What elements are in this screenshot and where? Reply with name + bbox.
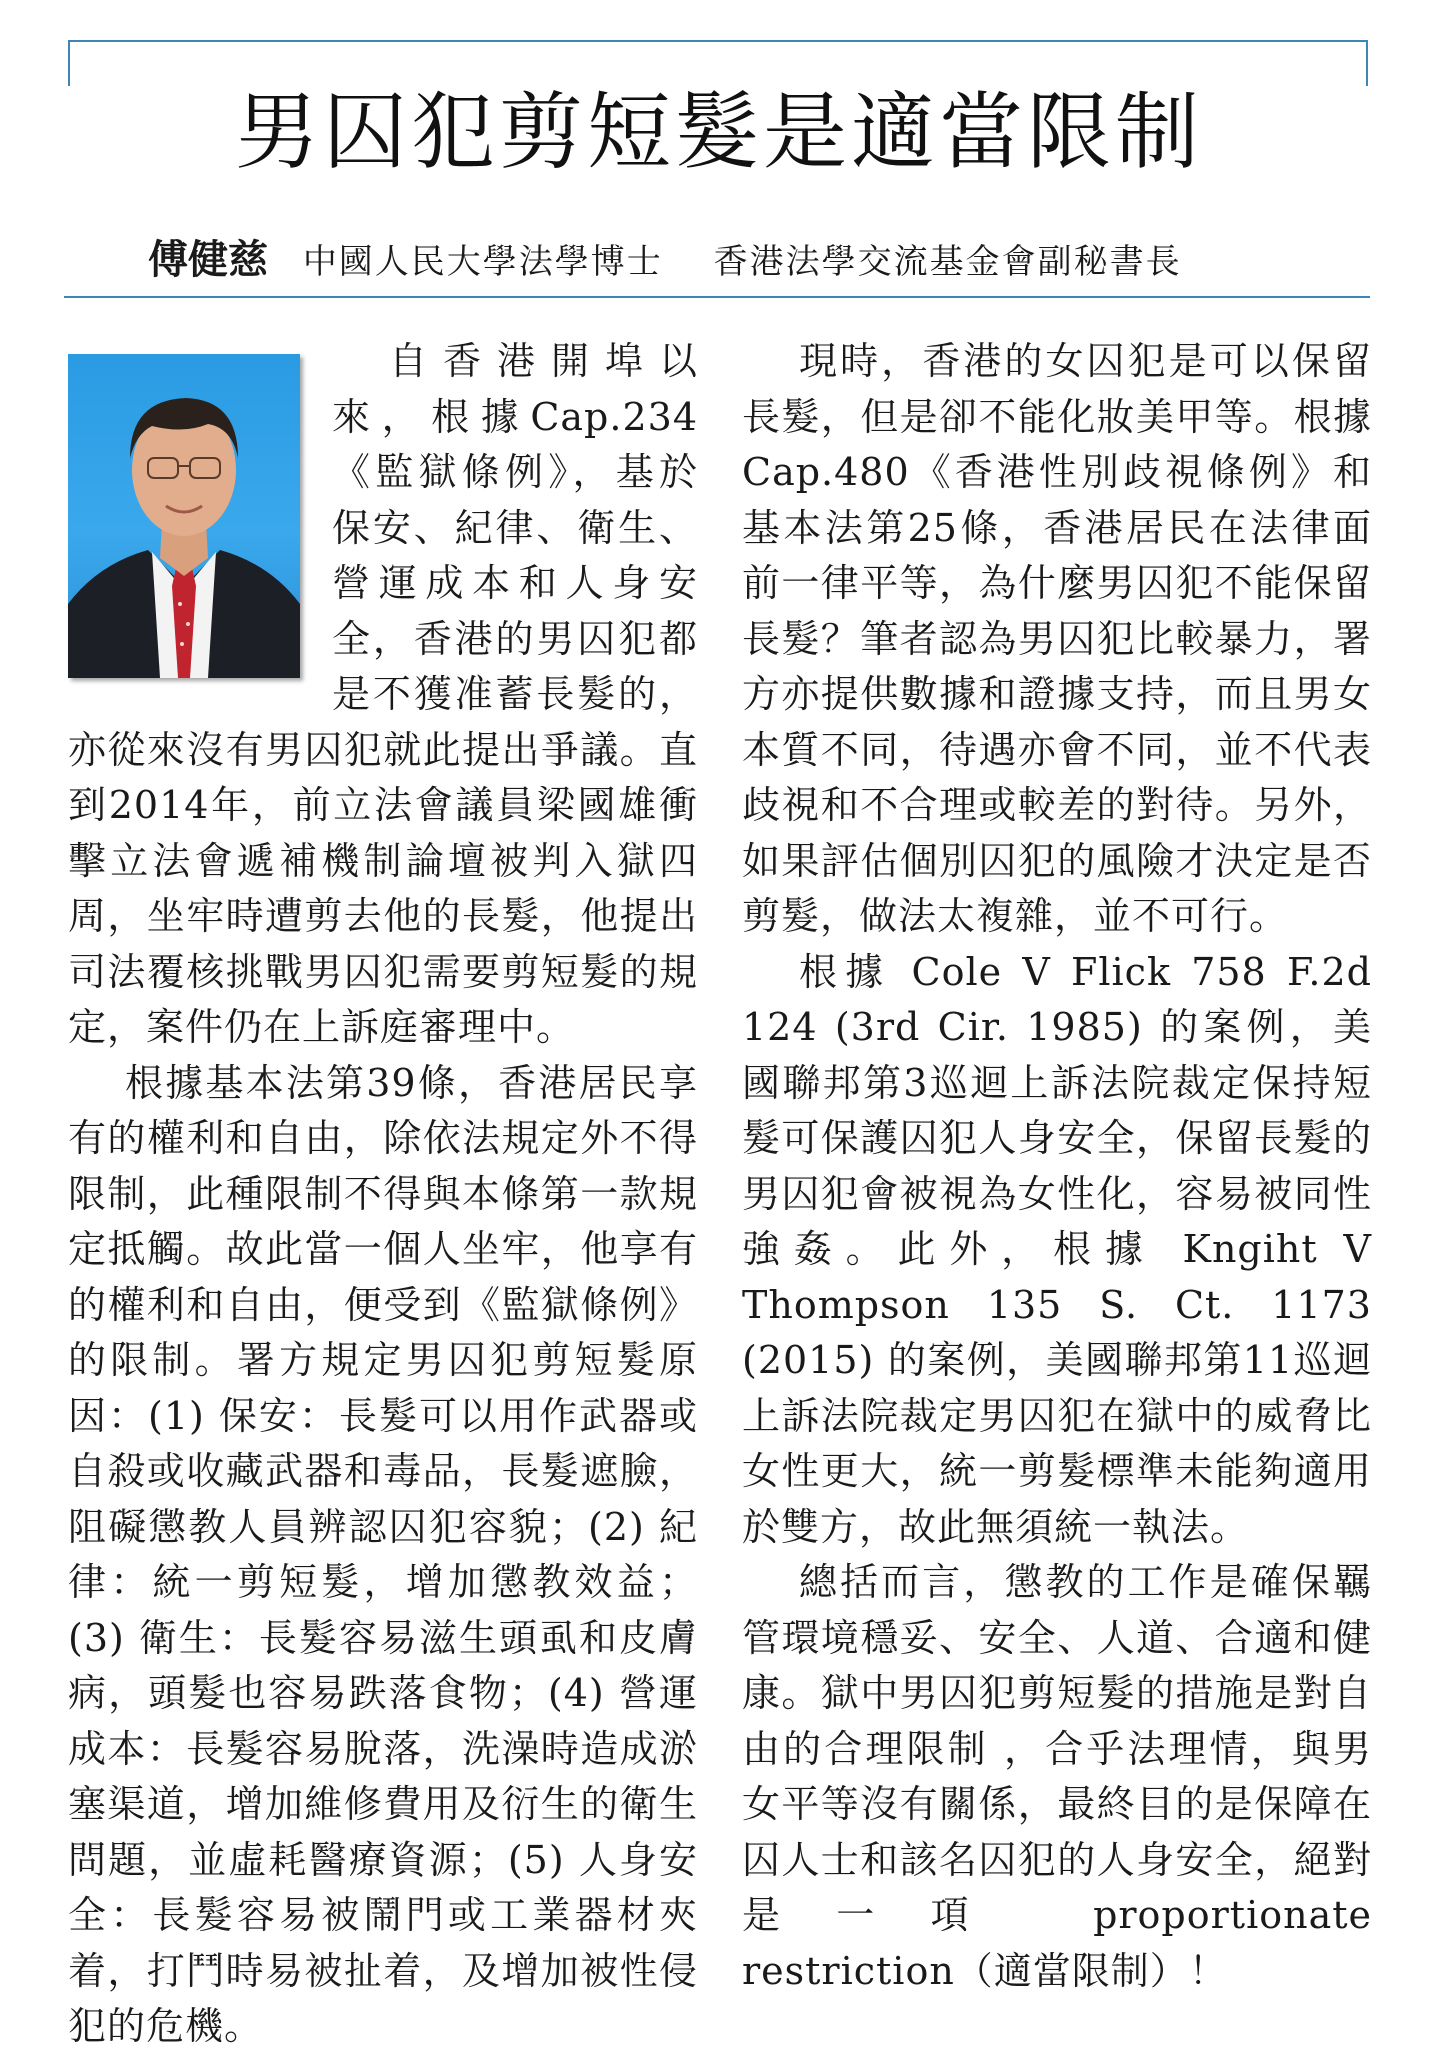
article-column-left xyxy=(68,334,698,2055)
article-column-right xyxy=(742,334,1372,1999)
paragraph: 根據 Cole V Flick 758 F.2d 124 (3rd Cir. 1985) 的案例，美國聯邦第3巡迴上訴法院裁定保持短髮可保護囚犯人身安全，保留長髮的男囚犯會被視為女性化，容易被同性強姦。此外，根據 Kngiht V Thompson 135 S. Ct. 1173 (2015) 的案例，美國聯邦第11巡迴上訴法院裁定男囚犯在獄中的威脅比女性更大，統一剪髮標準未能夠適用於雙方，故此無須統一執法。 xyxy=(742,949,1372,1549)
paragraph: 自香港開埠以來，根據Cap.234《監獄條例》，基於保安、紀律、衛生、營運成本和人身安全，香港的男囚犯都是不獲准蓄長髮的，亦從來沒有男囚犯就此提出爭議。直到2014年，前立法會議員梁國雄衝擊立法會遞補機制論壇被判入獄四周，坐牢時遭剪去他的長髮，他提出司法覆核挑戰男囚犯需要剪短髮的規定，案件仍在上訴庭審理中。 xyxy=(68,339,698,1049)
paragraph: 根據基本法第39條，香港居民享有的權利和自由，除依法規定外不得限制，此種限制不得與本條第一款規定抵觸。故此當一個人坐牢，他享有的權利和自由，便受到《監獄條例》的限制。署方規定男囚犯剪短髮原因：(1) 保安：長髮可以用作武器或自殺或收藏武器和毒品，長髮遮臉，阻礙懲教人員辨認囚犯容貌；(2) 紀律：統一剪短髮，增加懲教效益；(3) 衛生：長髮容易滋生頭虱和皮膚病，頭髮也容易跌落食物；(4) 營運成本：長髮容易脫落，洗澡時造成淤塞渠道，增加維修費用及衍生的衛生問題，並虛耗醫療資源；(5) 人身安全：長髮容易被鬧門或工業器材夾着，打鬥時易被扯着，及增加被性侵犯的危機。 xyxy=(68,1060,698,2048)
header-frame xyxy=(68,40,1368,86)
byline-divider xyxy=(64,296,1370,298)
paragraph: 現時，香港的女囚犯是可以保留長髮，但是卻不能化妝美甲等。根據Cap.480《香港性別歧視條例》和基本法第25條，香港居民在法律面前一律平等，為什麼男囚犯不能保留長髮？筆者認為男囚犯比較暴力，署方亦提供數據和證據支持，而且男女本質不同，待遇亦會不同，並不代表歧視和不合理或較差的對待。另外，如果評估個別囚犯的風險才決定是否剪髮，做法太複雜，並不可行。 xyxy=(742,339,1372,938)
headline: 男囚犯剪短髮是適當限制 xyxy=(234,83,1203,181)
author-credential-position: 香港法學交流基金會副秘書長 xyxy=(713,242,1182,282)
author-credential-degree: 中國人民大學法學博士 xyxy=(302,242,663,282)
author-name: 傅健慈 xyxy=(148,237,268,283)
paragraph: 總括而言，懲教的工作是確保羈管環境穩妥、安全、人道、合適和健康。獄中男囚犯剪短髮的措施是對自由的合理限制 ，合乎法理情，與男女平等沒有關係，最終目的是保障在囚人士和該名囚犯的人身安全，絕對是一項 proportionate restriction（適當限制）！ xyxy=(742,1560,1372,1993)
author-portrait-icon xyxy=(68,354,300,678)
byline xyxy=(148,228,1348,292)
